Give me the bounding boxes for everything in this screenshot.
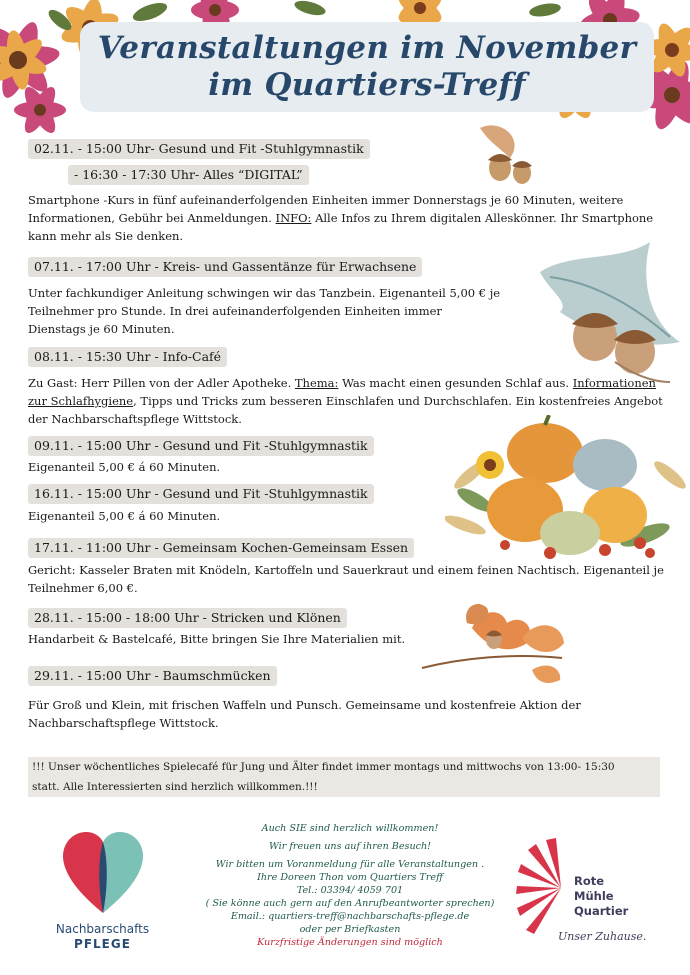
event-description: Für Groß und Klein, mit frischen Waffeln und Punsch. Gemeinsame und kostenfreie Aktion der Nachbarschaftspflege Wittstock. (28, 698, 581, 730)
acorn-icon (470, 118, 545, 193)
event-description: Zu Gast: Herr Pillen von der Adler Apotheke. Thema: Was macht einen gesunden Schlaf aus. Informationen zur Schlafhygiene, Tipps und Tricks zum besseren Einschlafen und Durchschlafen. Ein kostenfreies Angebot der Nachbarschaftspflege Wittstock. (28, 376, 663, 426)
footer-phone: Tel.: 03394/ 4059 701 (296, 885, 404, 896)
title-line-2: im Quartiers-Treff (208, 67, 526, 103)
footer-info (205, 822, 495, 949)
event-heading: 29.11. - 15:00 Uhr - Baumschmücken (28, 666, 277, 686)
notice-banner (28, 757, 660, 797)
autumn-leaves-illustration (412, 598, 572, 690)
event-description: Eigenanteil 5,00 € á 60 Minuten. (28, 460, 221, 474)
event-heading: 09.11. - 15:00 Uhr - Gesund und Fit -Stuhlgymnastik (28, 436, 374, 456)
footer-email: Email.: quartiers-treff@nachbarschafts-pflege.de (230, 911, 470, 922)
nachbarschaftspflege-logo (40, 828, 165, 951)
event-description: Gericht: Kasseler Braten mit Knödeln, Kartoffeln und Sauerkraut und einem feinen Nachtisch. Eigenanteil je Teilnehmer 6,00 €. (28, 563, 664, 595)
footer-register: Wir bitten um Voranmeldung für alle Veranstaltungen . (215, 859, 485, 870)
sunflower-icon (476, 451, 504, 479)
footer-visit: Wir freuen uns auf ihren Besuch! (268, 841, 432, 852)
event-description: Smartphone -Kurs in fünf aufeinanderfolgenden Einheiten immer Donnerstags je 60 Minuten, weitere Informationen, Gebühr bei Anmeldungen. INFO: Alle Infos zu Ihrem digitalen Alleskönner. Ihr Smartphone kann mehr als Sie denken. (28, 193, 654, 243)
event-heading: 07.11. - 17:00 Uhr - Kreis- und Gassentänze für Erwachsene (28, 257, 422, 277)
windmill-logo-icon (516, 838, 576, 938)
event-description: Handarbeit & Bastelcafé, Bitte bringen Sie Ihre Materialien mit. (28, 632, 406, 646)
heart-logo-icon (58, 828, 148, 918)
title-line-1: Veranstaltungen im November (97, 30, 637, 66)
acorn-illustration (530, 232, 685, 392)
title-banner (80, 22, 654, 112)
footer-changes: Kurzfristige Änderungen sind möglich (257, 937, 443, 948)
logo-right-text: Rote Mühle Quartier (574, 874, 629, 918)
event-description: Unter fachkundiger Anleitung schwingen wir das Tanzbein. Eigenanteil 5,00 € je Teilnehmer pro Stunde. In drei aufeinanderfolgenden Einheiten immer Dienstags je 60 Minuten. (28, 286, 501, 336)
notice-line-1: !!! Unser wöchentliches Spielecafé für Jung und Älter findet immer montags und mittwochs von 13:00- 15:30 (32, 761, 615, 773)
event-heading: 16.11. - 15:00 Uhr - Gesund und Fit -Stuhlgymnastik (28, 484, 374, 504)
footer-answering: ( Sie könne auch gern auf den Anrufbeantworter sprechen) (205, 898, 495, 909)
schlafhygiene-link: Informationen zur Schlafhygiene (28, 376, 656, 408)
footer-welcome: Auch SIE sind herzlich willkommen! (261, 823, 439, 834)
event-subheading: - 16:30 - 17:30 Uhr- Alles “DIGITAL” (68, 165, 309, 185)
logo-left-sub: PFLEGE (74, 937, 131, 951)
thema-label: Thema: (294, 376, 339, 390)
footer-mailbox: oder per Briefkasten (299, 924, 401, 935)
event-description: Eigenanteil 5,00 € á 60 Minuten. (28, 509, 221, 523)
event-heading: 08.11. - 15:30 Uhr - Info-Café (28, 347, 227, 367)
event-heading: 17.11. - 11:00 Uhr - Gemeinsam Kochen-Gemeinsam Essen (28, 538, 414, 558)
info-label: INFO: (275, 211, 312, 225)
event-heading: 02.11. - 15:00 Uhr- Gesund und Fit -Stuhlgymnastik (28, 139, 370, 159)
event-heading: 28.11. - 15:00 - 18:00 Uhr - Stricken und Klönen (28, 608, 347, 628)
pumpkin-illustration (445, 415, 690, 565)
logo-left-name: Nachbarschafts (55, 922, 150, 936)
notice-line-2: statt. Alle Interessierten sind herzlich willkommen.!!! (32, 781, 318, 793)
logo-right-tagline: Unser Zuhause. (558, 930, 647, 943)
footer-signature: Ihre Doreen Thon vom Quartiers Treff (257, 872, 443, 883)
